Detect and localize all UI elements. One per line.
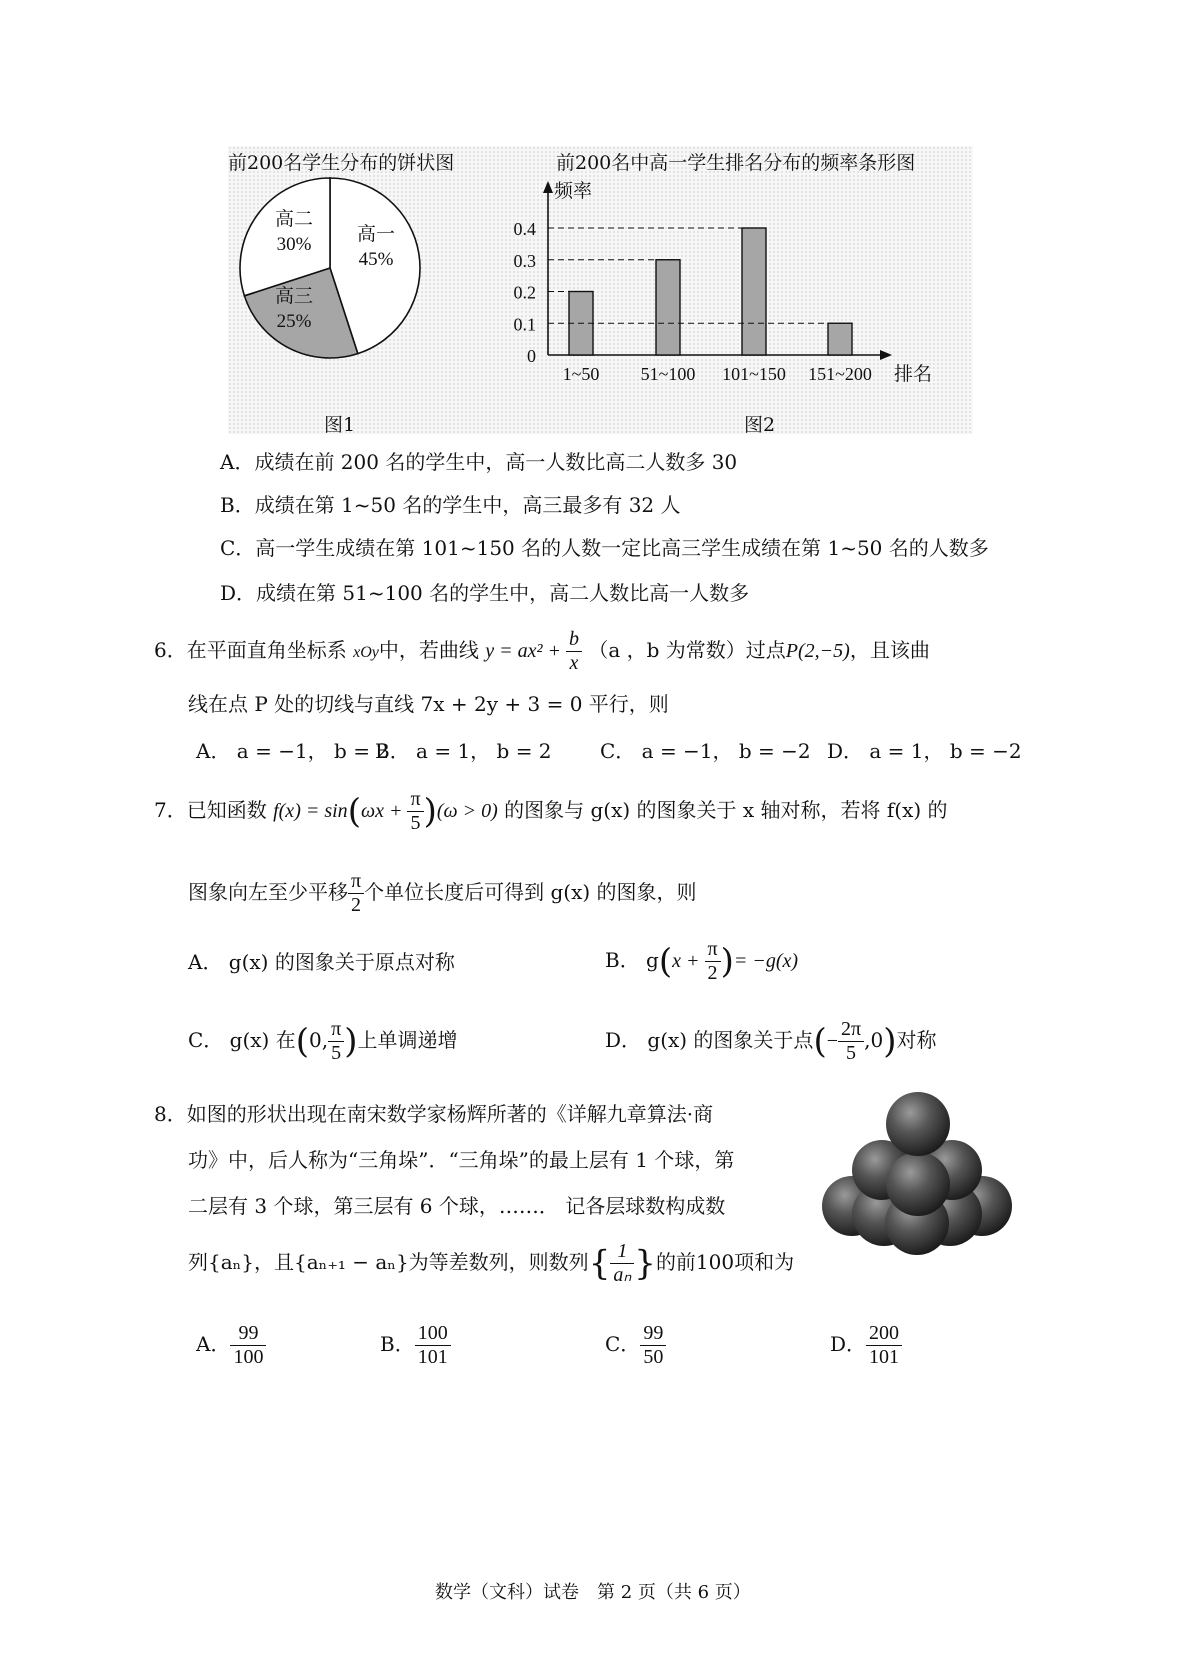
y-tick-label: 0.4	[513, 219, 536, 239]
x-tick-label: 1~50	[562, 364, 600, 384]
q5-option-b: B．成绩在第 1~50 名的学生中，高三最多有 32 人	[220, 493, 681, 517]
q7-inner: ωx +	[360, 800, 408, 822]
figure2-title: 前200名中高一学生排名分布的频率条形图	[556, 152, 916, 174]
q6-text4: ，且该曲	[849, 638, 930, 662]
x-tick-label: 151~200	[808, 364, 872, 384]
q8-text1: 如图的形状出现在南宋数学家杨辉所著的《详解九章算法·商	[186, 1102, 714, 1126]
q7-line2	[188, 870, 697, 917]
q7-text2: 的图象与 g(x) 的图象关于 x 轴对称，若将 f(x) 的	[504, 798, 948, 822]
q7-option-d: D． g(x) 的图象关于点(− $\frac{2\pi}{5}$ ,0)对称	[605, 1018, 937, 1064]
q7-pi-over-2: $\frac{\pi}{2}$	[348, 870, 364, 917]
q6-point: P(2,−5)	[785, 640, 850, 662]
q7-cond: (ω > 0)	[436, 800, 498, 822]
pie-percent-label: 30%	[276, 234, 312, 255]
q8-number: 8．	[154, 1102, 187, 1126]
y-tick-label: 0.1	[513, 314, 536, 335]
page-footer: 数学（文科）试卷 第 2 页（共 6 页）	[435, 1582, 751, 1603]
q6-curve: y = ax² +	[485, 640, 566, 662]
x-axis-label: 排名	[894, 364, 933, 385]
q6-line1	[154, 628, 930, 675]
bar	[656, 260, 680, 355]
q7-option-b: B． g(x + $\frac{\pi}{2}$ )= −g(x)	[605, 938, 799, 984]
figure1-title: 前200名学生分布的饼状图	[228, 152, 455, 174]
q6-option-a: A． a = −1， b = 2	[196, 739, 390, 763]
pie-label: 高三	[274, 286, 314, 307]
pie-chart	[240, 178, 420, 358]
q7-text: 已知函数	[186, 798, 267, 822]
q6-number: 6．	[154, 638, 187, 662]
q7-pi-over-5: $\frac{\pi}{5}$	[407, 788, 423, 835]
q7-func: f(x) = sin	[273, 800, 348, 822]
q7-number: 7．	[154, 798, 187, 822]
y-axis-label: 频率	[554, 181, 593, 202]
q6-text: 在平面直角坐标系	[186, 638, 347, 662]
bar-chart	[514, 180, 933, 385]
q8-option-d: D． $\frac{200}{101}$	[830, 1322, 902, 1369]
figure1-caption: 图1	[324, 414, 356, 436]
q6-fraction: $\frac{b}{x}$	[566, 628, 582, 675]
y-axis-arrow	[543, 181, 553, 193]
q6-option-d: D． a = 1， b = −2	[827, 739, 1022, 763]
q7-text4: 个单位长度后可得到 g(x) 的图象，则	[364, 880, 697, 904]
q6-line2: 线在点 P 处的切线与直线 7x + 2y + 3 = 0 平行，则	[188, 692, 669, 716]
q6-text3: （a ，b 为常数）过点	[588, 638, 786, 662]
q8-line3: 二层有 3 个球，第三层有 6 个球，……． 记各层球数构成数	[188, 1194, 726, 1218]
q8-option-a: A． $\frac{99}{100}$	[196, 1322, 266, 1369]
q8-line2: 功》中，后人称为“三角垛”．“三角垛”的最上层有 1 个球，第	[188, 1148, 735, 1172]
q5-option-c: C．高一学生成绩在第 101~150 名的人数一定比高三学生成绩在第 1~50 名的人数多	[220, 536, 989, 560]
bar	[828, 323, 852, 355]
x-tick-label: 51~100	[640, 364, 696, 384]
figures-svg	[228, 170, 973, 434]
q7-option-a: A． g(x) 的图象关于原点对称	[188, 950, 455, 974]
q6-option-c: C． a = −1， b = −2	[600, 739, 811, 763]
x-axis-arrow	[880, 350, 892, 360]
y-tick-label: 0.2	[513, 282, 536, 303]
q8-line4: 列{aₙ}，且{aₙ₊₁ − aₙ}为等差数列，则数列{ $\frac{1}{\text{aₙ}}$ }的前100项和为	[188, 1240, 795, 1286]
y-tick-label: 0	[527, 346, 536, 366]
q7-text3: 图象向左至少平移	[188, 880, 348, 904]
figure2-caption: 图2	[744, 414, 776, 436]
q6-option-b: B． a = 1， b = 2	[375, 739, 552, 763]
q8-line1	[154, 1098, 713, 1127]
q6-text2: 中，若曲线	[378, 638, 479, 662]
pie-label: 高二	[274, 209, 314, 230]
q7-line1: 7．已知函数 f(x) = sin(ωx + $\frac{\pi}{5}$ )(ω > 0) 的图象与 g(x) 的图象关于 x 轴对称，若将 f(x) 的	[154, 788, 948, 834]
x-tick-label: 101~150	[722, 364, 786, 384]
y-tick-label: 0.3	[513, 250, 536, 271]
q5-option-a: A．成绩在前 200 名的学生中，高一人数比高二人数多 30	[220, 450, 738, 474]
q8-option-b: B． $\frac{100}{101}$	[380, 1322, 451, 1369]
pie-percent-label: 45%	[358, 249, 394, 270]
bar	[742, 228, 766, 355]
q6-xoy: xOy	[353, 644, 379, 661]
pie-percent-label: 25%	[276, 311, 312, 332]
q8-option-c: C． $\frac{99}{50}$	[605, 1322, 666, 1369]
pie-label: 高一	[356, 224, 396, 245]
q7-option-c: C． g(x) 在(0, $\frac{\pi}{5}$ )上单调递增	[188, 1018, 458, 1064]
q5-option-d: D．成绩在第 51~100 名的学生中，高二人数比高一人数多	[220, 581, 750, 605]
ball-pyramid-image	[822, 1088, 1012, 1256]
